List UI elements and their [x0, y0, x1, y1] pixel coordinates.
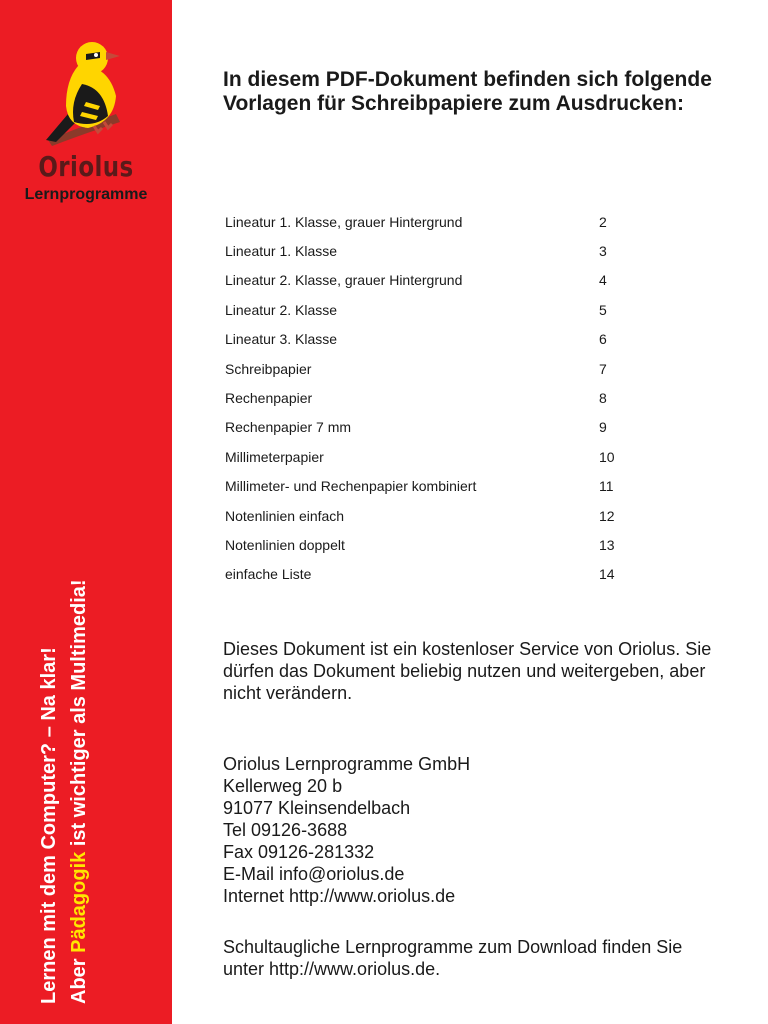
website-link[interactable]: Internet http://www.oriolus.de [223, 886, 456, 906]
toc-row [225, 295, 625, 324]
download-note: Schultaugliche Lernprogramme zum Download finden Sie unter http://www.oriolus.de. [223, 937, 683, 979]
toc-row [225, 501, 625, 530]
slogan-line-2 [64, 484, 94, 1004]
toc-label: Notenlinien einfach [225, 507, 345, 524]
city-postcode: 91077 Kleinsendelbach [223, 798, 411, 818]
toc-row [225, 354, 625, 383]
slogan-line-1: Lernen mit dem Computer? – Na klar! [38, 647, 60, 1004]
sidebar [0, 0, 172, 1024]
toc-label: Lineatur 2. Klasse [225, 301, 338, 318]
telephone: Tel 09126-3688 [223, 820, 348, 840]
slogan-line-2-suffix: ist wichtiger als Multimedia! [68, 579, 90, 852]
toc-row [225, 560, 625, 589]
toc-page-number: 7 [599, 360, 607, 377]
table-of-contents [225, 207, 625, 589]
contact-address [223, 753, 723, 907]
slogan-line-2-prefix: Aber [68, 952, 90, 1004]
toc-page-number: 3 [599, 243, 607, 260]
toc-page-number: 6 [599, 331, 607, 348]
toc-label: Schreibpapier [225, 360, 312, 377]
toc-page-number: 2 [599, 213, 607, 230]
oriole-bird-logo-icon [38, 36, 138, 148]
toc-row [225, 442, 625, 471]
toc-page-number: 5 [599, 301, 607, 318]
page-title: In diesem PDF-Dokument befinden sich folgende Vorlagen für Schreibpapiere zum Ausdrucken: [223, 68, 712, 115]
toc-label: Lineatur 1. Klasse [225, 243, 338, 260]
toc-label: Lineatur 3. Klasse [225, 331, 338, 348]
toc-row [225, 413, 625, 442]
toc-label: einfache Liste [225, 566, 312, 583]
toc-row [225, 325, 625, 354]
brand-name: Oriolus [38, 150, 134, 183]
toc-label: Lineatur 2. Klasse, grauer Hintergrund [225, 272, 463, 289]
toc-row [225, 472, 625, 501]
toc-row [225, 207, 625, 236]
toc-label: Rechenpapier 7 mm [225, 419, 352, 436]
brand-subtitle: Lernprogramme [24, 186, 148, 203]
toc-page-number: 13 [599, 536, 615, 553]
toc-row [225, 266, 625, 295]
email-link[interactable]: E-Mail info@oriolus.de [223, 864, 405, 884]
service-note: Dieses Dokument ist ein kostenloser Service von Oriolus. Sie dürfen das Dokument beliebig nutzen und weitergeben, aber nicht verändern. [223, 639, 712, 703]
toc-page-number: 9 [599, 419, 607, 436]
slogan-highlight-word: Pädagogik [68, 851, 90, 953]
fax: Fax 09126-281332 [223, 842, 375, 862]
toc-page-number: 10 [599, 448, 615, 465]
street-address: Kellerweg 20 b [223, 776, 343, 796]
toc-label: Rechenpapier [225, 390, 313, 407]
company-name: Oriolus Lernprogramme GmbH [223, 754, 471, 774]
toc-row [225, 383, 625, 412]
toc-page-number: 11 [599, 478, 614, 495]
toc-page-number: 8 [599, 390, 607, 407]
toc-page-number: 12 [599, 507, 615, 524]
toc-page-number: 4 [599, 272, 607, 289]
toc-label: Millimeterpapier [225, 448, 324, 465]
toc-row [225, 236, 625, 265]
vertical-slogan [34, 484, 94, 1004]
toc-page-number: 14 [599, 566, 615, 583]
toc-label: Lineatur 1. Klasse, grauer Hintergrund [225, 213, 463, 230]
toc-label: Notenlinien doppelt [225, 536, 345, 553]
toc-label: Millimeter- und Rechenpapier kombiniert [225, 478, 477, 495]
toc-row [225, 530, 625, 559]
